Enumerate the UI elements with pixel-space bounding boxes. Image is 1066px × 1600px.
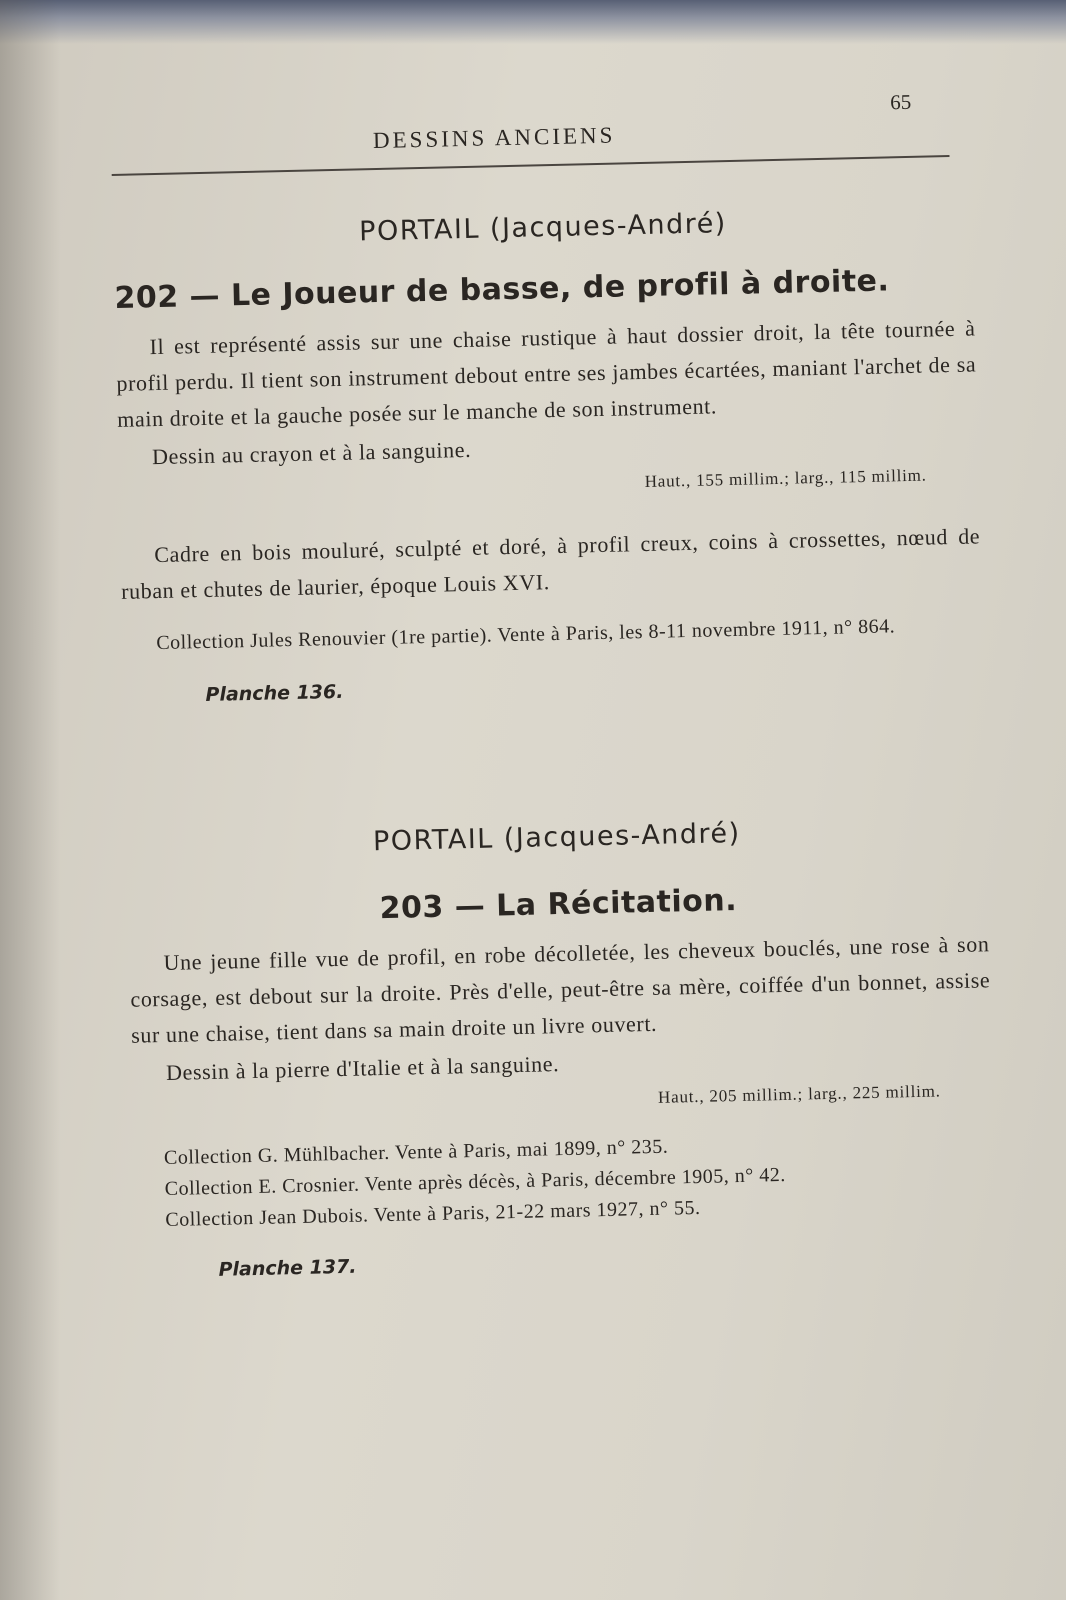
catalogue-entry-203 <box>127 812 997 1282</box>
entry-frame: Cadre en bois mouluré, sculpté et doré, à profil creux, coins à crossettes, nœud de ruban et chutes de laurier, époque Louis XVI. <box>120 523 981 604</box>
plate-reference: Planche 136. <box>205 680 344 706</box>
header-rule <box>112 155 950 176</box>
running-head <box>110 80 972 179</box>
entry-description: Il est représenté assis sur une chaise rustique à haut dossier droit, la tête tournée à profil perdu. Il tient son instrument debout entre ses jambes écartées, maniant l'archet de sa main droite et la gauche posée sur le manche de son instrument. <box>116 315 977 432</box>
provenance-list <box>134 1124 996 1236</box>
page-content <box>110 80 997 1282</box>
provenance-line: Collection G. Mühlbacher. Vente à Paris, mai 1899, n° 235. <box>163 1135 669 1170</box>
entry-technique: Dessin à la pierre d'Italie et à la sanguine. <box>165 1051 560 1085</box>
entry-provenance: Collection Jules Renouvier (1re partie). Vente à Paris, les 8-11 novembre 1911, n° 864. <box>156 615 896 655</box>
catalogue-entry-202 <box>113 202 984 707</box>
provenance-line: Collection Jean Dubois. Vente à Paris, 21-22 mars 1927, n° 55. <box>165 1196 701 1232</box>
plate-reference: Planche 137. <box>218 1255 357 1281</box>
entry-dimensions: Haut., 205 millim.; larg., 225 millim. <box>657 1081 941 1107</box>
entry-technique: Dessin au crayon et à la sanguine. <box>151 436 472 470</box>
page-edge-shadow <box>0 0 1066 44</box>
entry-dimensions: Haut., 155 millim.; larg., 115 millim. <box>644 465 927 491</box>
artist-name: PORTAIL (Jacques-André) <box>358 208 728 248</box>
page-number: 65 <box>889 89 912 115</box>
entry-title: 202 — Le Joueur de basse, de profil à droite. <box>114 263 890 316</box>
entry-title: 203 — La Récitation. <box>379 882 738 927</box>
entry-description: Une jeune fille vue de profil, en robe décolletée, les cheveux bouclés, une rose à son corsage, est debout sur la droite. Près d'elle, peut-être sa mère, coiffée d'un bonnet, assise sur une chaise, tient dans sa main droite un livre ouvert. <box>130 931 991 1048</box>
artist-name: PORTAIL (Jacques-André) <box>372 817 741 858</box>
running-title: DESSINS ANCIENS <box>372 122 616 154</box>
spine-shadow <box>0 0 60 1600</box>
provenance-line: Collection E. Crosnier. Vente après décès, à Paris, décembre 1905, n° 42. <box>164 1163 787 1201</box>
